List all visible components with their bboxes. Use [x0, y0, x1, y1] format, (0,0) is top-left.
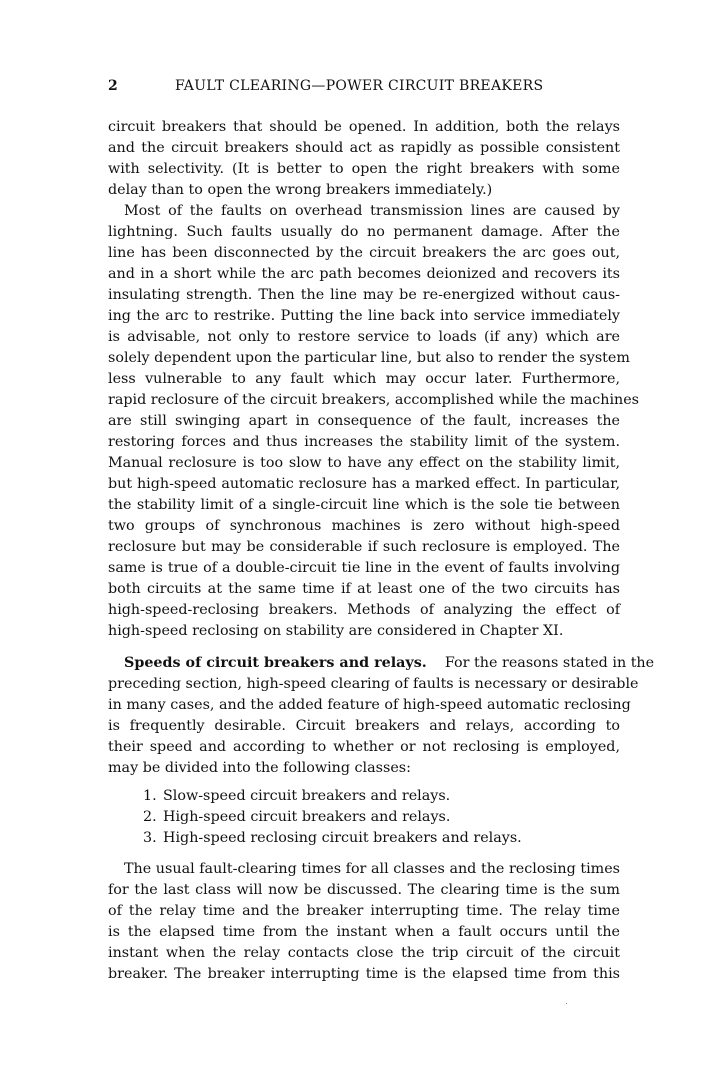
text-line: [124, 653, 655, 674]
page-number: 2: [108, 78, 119, 94]
text-line: two groups of synchronous machines is zero without high-speed: [108, 518, 620, 534]
text-line: and the circuit breakers should act as rapidly as possible consistent: [108, 140, 620, 156]
text-line: are still swinging apart in consequence of the fault, increases the: [108, 413, 620, 429]
text-line: less vulnerable to any fault which may occur later. Furthermore,: [108, 371, 620, 387]
text-line: is the elapsed time from the instant when a fault occurs until the: [108, 924, 620, 940]
list-text: High-speed reclosing circuit breakers and relays.: [163, 830, 522, 846]
text-line: Manual reclosure is too slow to have any effect on the stability limit,: [108, 455, 620, 471]
heading-line-rest: For the reasons stated in the: [444, 655, 655, 671]
text-line: the stability limit of a single-circuit line which is the sole tie between: [108, 497, 620, 513]
text-line: instant when the relay contacts close the trip circuit of the circuit: [108, 945, 620, 961]
list-number: 1.: [143, 788, 157, 804]
text-line: delay than to open the wrong breakers immediately.): [108, 182, 493, 198]
list-number: 2.: [143, 809, 157, 825]
text-line: may be divided into the following classes:: [108, 760, 411, 776]
text-line: but high-speed automatic reclosure has a marked effect. In particular,: [108, 476, 620, 492]
text-line: ing the arc to restrike. Putting the line back into service immediately: [108, 308, 620, 324]
list-item: [143, 786, 450, 807]
scan-speck: [566, 1003, 567, 1004]
list-item: [143, 828, 522, 849]
text-line: is advisable, not only to restore service to loads (if any) which are: [108, 329, 620, 345]
list-item: [143, 807, 450, 828]
text-line: insulating strength. Then the line may be re-energized without caus-: [108, 287, 620, 303]
page-header: [108, 78, 620, 98]
list-text: Slow-speed circuit breakers and relays.: [163, 788, 451, 804]
text-line: for the last class will now be discussed. The clearing time is the sum: [108, 882, 620, 898]
text-line: high-speed reclosing on stability are considered in Chapter XI.: [108, 623, 564, 639]
text-line: breaker. The breaker interrupting time is the elapsed time from this: [108, 966, 620, 982]
text-line: and in a short while the arc path becomes deionized and recovers its: [108, 266, 620, 282]
text-line: both circuits at the same time if at least one of the two circuits has: [108, 581, 620, 597]
running-title: FAULT CLEARING—POWER CIRCUIT BREAKERS: [175, 78, 544, 94]
text-line: line has been disconnected by the circuit breakers the arc goes out,: [108, 245, 620, 261]
text-line: restoring forces and thus increases the stability limit of the system.: [108, 434, 620, 450]
text-line: lightning. Such faults usually do no permanent damage. After the: [108, 224, 620, 240]
list-number: 3.: [143, 830, 157, 846]
text-line: Most of the faults on overhead transmission lines are caused by: [124, 203, 620, 219]
section-heading: Speeds of circuit breakers and relays.: [124, 655, 427, 671]
text-line: rapid reclosure of the circuit breakers, accomplished while the machines: [108, 392, 640, 408]
text-line: is frequently desirable. Circuit breakers and relays, according to: [108, 718, 620, 734]
text-line: in many cases, and the added feature of high-speed automatic reclosing: [108, 697, 631, 713]
text-line: high-speed-reclosing breakers. Methods of analyzing the effect of: [108, 602, 620, 618]
text-line: with selectivity. (It is better to open the right breakers with some: [108, 161, 620, 177]
text-line: of the relay time and the breaker interrupting time. The relay time: [108, 903, 620, 919]
text-line: The usual fault-clearing times for all classes and the reclosing times: [124, 861, 620, 877]
text-line: reclosure but may be considerable if such reclosure is employed. The: [108, 539, 620, 555]
list-text: High-speed circuit breakers and relays.: [163, 809, 451, 825]
text-line: solely dependent upon the particular line, but also to render the system: [108, 350, 630, 366]
text-line: same is true of a double-circuit tie line in the event of faults involving: [108, 560, 620, 576]
text-line: preceding section, high-speed clearing of faults is necessary or desirable: [108, 676, 639, 692]
text-line: their speed and according to whether or not reclosing is employed,: [108, 739, 620, 755]
text-line: circuit breakers that should be opened. In addition, both the relays: [108, 119, 620, 135]
